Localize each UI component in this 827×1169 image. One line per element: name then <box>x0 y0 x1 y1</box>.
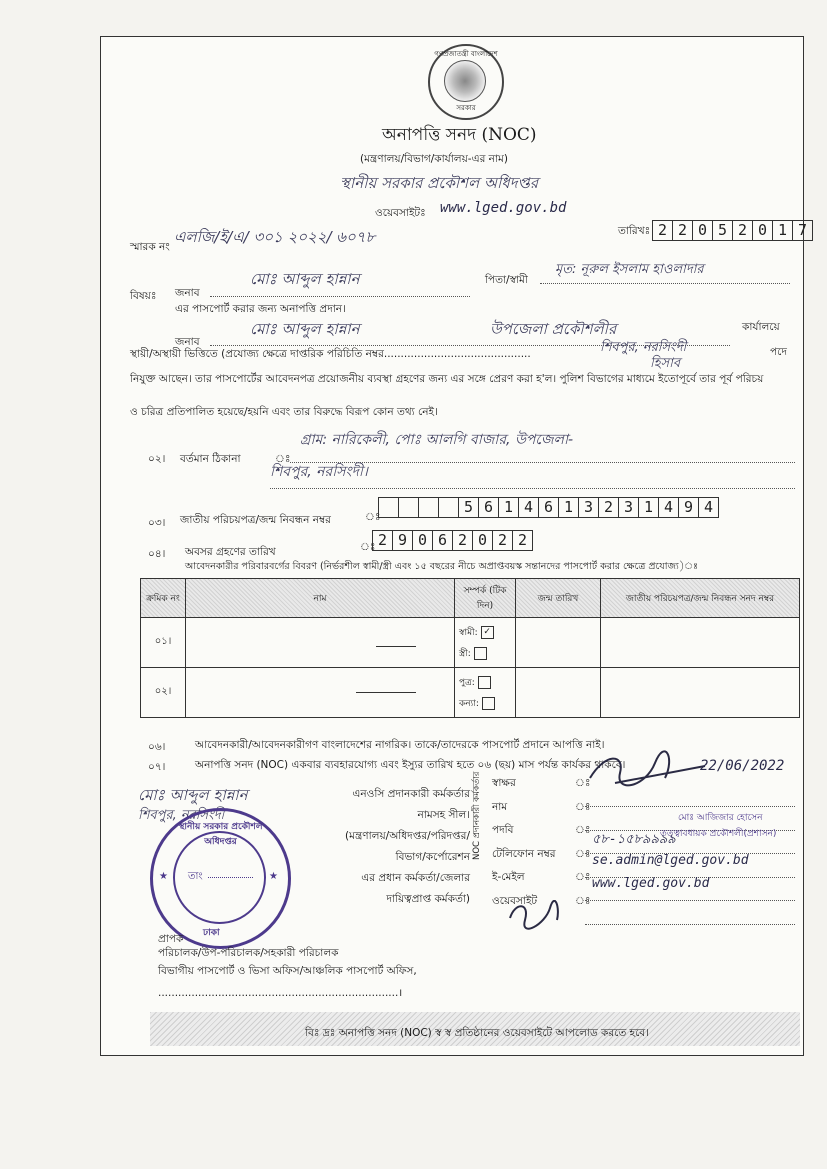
memo-value: এলজি/ই/এ/ ৩০১ ২০২২/ ৬০৭৮ <box>174 228 376 246</box>
nid-boxes <box>378 497 718 518</box>
officer-title-stamp: তত্ত্বাবধায়ক প্রকৌশলী(প্রশাসন) <box>660 829 777 839</box>
issuer-description <box>340 784 470 910</box>
subject-passport-line: এর পাসপোর্ট করার জন্য অনাপত্তি প্রদান। <box>175 303 346 315</box>
issuer-desc-line: (মন্ত্রণালয়/অধিদপ্তর/পরিদপ্তর/ <box>345 830 470 842</box>
issuer-desc-line: দায়িত্বপ্রাপ্ত কর্মকর্তা) <box>386 893 470 905</box>
row-name <box>186 618 455 668</box>
issuer-desc-line: নামসহ সীল। <box>417 809 470 821</box>
seal-outer-text: স্থানীয় সরকার প্রকৌশল অধিদপ্তর <box>178 822 263 847</box>
table-row <box>141 668 800 718</box>
govt-emblem <box>428 44 504 120</box>
nid-digit: 5 <box>458 497 479 518</box>
office-name: স্থানীয় সরকার প্রকৌশল অধিদপ্তর <box>340 174 539 192</box>
recipient-line2: পরিচালক/উপ-পরিচালক/সহকারী পরিচালক <box>158 947 339 959</box>
subject-janab: জনাব <box>175 287 200 299</box>
date-digit: 0 <box>752 220 773 241</box>
issuer-field-label: ই-মেইল <box>492 871 525 883</box>
family-table-header <box>141 579 800 618</box>
item-03-label: জাতীয় পরিচয়পত্র/জন্ম নিবন্ধন নম্বর <box>180 514 331 526</box>
item-04-label: অবসর গ্রহণের তারিখ <box>185 546 276 558</box>
nid-digit: 4 <box>698 497 719 518</box>
retirement-date-boxes <box>372 530 532 551</box>
body-extra: হিসাব <box>650 356 681 371</box>
initial-signature <box>505 900 565 930</box>
th-dob: জন্ম তারিখ <box>516 579 601 618</box>
table-row <box>141 618 800 668</box>
th-name: নাম <box>186 579 455 618</box>
date-digit: 5 <box>712 220 733 241</box>
subject-name: মোঃ আব্দুল হান্নান <box>250 270 360 288</box>
father-label: পিতা/স্বামী <box>485 274 528 286</box>
sign-date: 22/06/2022 <box>700 758 785 774</box>
website-label: ওয়েবসাইটঃ <box>375 207 426 219</box>
website-field-value: www.lged.gov.bd <box>592 876 710 891</box>
address-line-1: গ্রাম: নারিকেলী, পোঃ আলগি বাজার, উপজেলা- <box>300 432 574 448</box>
th-nid: জাতীয় পরিচয়পত্র/জন্ম নিবন্ধন সনদ নম্বর <box>601 579 800 618</box>
issuer-field-label: পদবি <box>492 824 514 836</box>
body-name: মোঃ আব্দুল হান্নান <box>250 320 360 338</box>
rel-checkbox[interactable] <box>474 647 487 660</box>
rel-checkbox[interactable] <box>482 697 495 710</box>
ret-digit: 2 <box>452 530 473 551</box>
address-line-2: শিবপুর, নরসিংদী। <box>270 464 368 480</box>
row-dob <box>516 618 601 668</box>
nid-digit: 1 <box>638 497 659 518</box>
document-subtitle: (মন্ত্রণালয়/বিভাগ/কার্যালয়-এর নাম) <box>360 153 508 165</box>
recipient-line4: ........................................................................। <box>158 987 403 999</box>
nid-digit: 6 <box>538 497 559 518</box>
note-07-num: ০৭। <box>148 761 166 773</box>
row-serial: ০২। <box>141 668 186 718</box>
rel-label: পুত্র: <box>459 677 475 688</box>
nid-digit: 1 <box>498 497 519 518</box>
footer-note: বিঃ দ্রঃ অনাপত্তি সনদ (NOC) স্ব স্ব প্রতিষ্ঠানের ওয়েবসাইটে আপলোড করতে হবে। <box>305 1027 649 1039</box>
item-05-label: আবেদনকারীর পরিবারবর্গের বিবরণ (নির্ভরশীল স্বামী/স্ত্রী এবং ১৫ বছরের নীচে অপ্রাপ্তবয়স্ক সন্তানদের পাসপোর্ট করার ক্ষেত্রে প্রযোজ্য)ঃ <box>185 561 699 572</box>
item-04-num: ০৪। <box>148 548 166 560</box>
item-02-label: বর্তমান ঠিকানা <box>180 453 241 465</box>
document-title: অনাপত্তি সনদ (NOC) <box>382 125 537 145</box>
office-label: কার্যালয়ে <box>742 321 780 333</box>
body-permanent-line: স্থায়ী/অস্থায়ী ভিত্তিতে (প্রযোজ্য ক্ষেত্রে দাপ্তরিক পরিচিতি নম্বর............................................ <box>130 348 531 360</box>
date-label: তারিখঃ <box>618 225 651 237</box>
officer-name-stamp: মোঃ আজিজার হোসেন <box>678 813 763 823</box>
nid-digit <box>398 497 419 518</box>
row-serial: ০১। <box>141 618 186 668</box>
recipient-line3: বিভাগীয় পাসপোর্ট ও ভিসা অফিস/আঞ্চলিক পাসপোর্ট অফিস, <box>158 965 417 977</box>
nid-digit: 6 <box>478 497 499 518</box>
memo-date-boxes <box>652 220 812 241</box>
body-office: শিবপুর, নরসিংদী <box>600 340 687 355</box>
nid-digit: 9 <box>678 497 699 518</box>
item-02-num: ০২। <box>148 453 166 465</box>
issuer-desc-line: এনওসি প্রদানকারী কর্মকর্তার <box>352 788 470 800</box>
date-digit: 0 <box>692 220 713 241</box>
rel-checkbox[interactable]: ✓ <box>481 626 494 639</box>
issuer-desc-line: বিভাগ/কর্পোরেশন <box>395 851 470 863</box>
post-label: পদে <box>770 346 787 358</box>
nid-digit <box>438 497 459 518</box>
family-table <box>140 578 800 718</box>
rel-checkbox[interactable] <box>478 676 491 689</box>
date-digit: 7 <box>792 220 813 241</box>
seal-bottom-text: ঢাকা <box>203 928 220 938</box>
office-seal: স্থানীয় সরকার প্রকৌশল অধিদপ্তর তাং ঢাকা ★ ★ <box>150 808 291 949</box>
issuer-field-labels <box>492 772 556 913</box>
row-relation <box>455 668 516 718</box>
nid-digit: 2 <box>598 497 619 518</box>
nid-digit <box>378 497 399 518</box>
vertical-label: NOC প্রদানকারী কর্মকর্তার <box>472 771 482 860</box>
th-serial: ক্রমিক নং <box>141 579 186 618</box>
seal-date-label: তাং <box>188 871 203 882</box>
emblem-top-text: গণপ্রজাতন্ত্রী বাংলাদেশ <box>434 50 498 58</box>
note-07-text: অনাপত্তি সনদ (NOC) একবার ব্যবহারযোগ্য এবং ইস্যুর তারিখ হতে ০৬ (ছয়) মাস পর্যন্ত কার্যকর থাকবে। <box>195 759 626 771</box>
nid-digit: 3 <box>578 497 599 518</box>
email-value: se.admin@lged.gov.bd <box>592 853 749 868</box>
ret-digit: 6 <box>432 530 453 551</box>
applicant-sign-line1: মোঃ আব্দুল হান্নান <box>138 786 248 804</box>
row-name <box>186 668 455 718</box>
th-relation: সম্পর্ক (টিক দিন) <box>455 579 516 618</box>
issuer-desc-line: এর প্রধান কর্মকর্তা/জেলার <box>361 872 470 884</box>
date-digit: 2 <box>732 220 753 241</box>
issuer-field-label: স্বাক্ষর <box>492 777 516 789</box>
recipient-line1: প্রাপক <box>158 933 184 945</box>
rel-label: স্ত্রী: <box>459 648 471 659</box>
row-relation <box>455 618 516 668</box>
row-dob <box>516 668 601 718</box>
ret-digit: 2 <box>372 530 393 551</box>
ret-digit: 2 <box>492 530 513 551</box>
emblem-image <box>444 60 486 102</box>
ret-digit: 0 <box>472 530 493 551</box>
body-janab: জনাব <box>175 336 200 348</box>
ret-digit: 2 <box>512 530 533 551</box>
nid-digit: 3 <box>618 497 639 518</box>
row-nid <box>601 618 800 668</box>
ret-digit: 0 <box>412 530 433 551</box>
note-06-num: ০৬। <box>148 741 166 753</box>
phone-value: ৫৮-১৫৮৯৯৯৯ <box>592 832 676 847</box>
memo-label: স্মারক নং <box>130 241 170 253</box>
row-nid <box>601 668 800 718</box>
emblem-bottom-text: সরকার <box>456 104 476 112</box>
date-digit: 2 <box>672 220 693 241</box>
date-digit: 1 <box>772 220 793 241</box>
subject-label: বিষয়ঃ <box>130 290 157 302</box>
father-value: মৃত: নূরুল ইসলাম হাওলাদার <box>555 262 704 277</box>
body-post: উপজেলা প্রকৌশলীর <box>490 320 617 338</box>
rel-label: কন্যা: <box>459 698 479 709</box>
issuer-field-label: টেলিফোন নম্বর <box>492 847 556 860</box>
rel-label: স্বামী: <box>459 627 478 638</box>
date-digit: 2 <box>652 220 673 241</box>
body-character-line: ও চরিত্র প্রতিপালিত হয়েছে/হয়নি এবং তার বিরুদ্ধে বিরূপ কোন তথ্য নেই। <box>130 406 438 418</box>
website-value: www.lged.gov.bd <box>440 200 567 216</box>
item-03-num: ০৩। <box>148 517 166 529</box>
nid-digit: 4 <box>518 497 539 518</box>
nid-digit <box>418 497 439 518</box>
nid-digit: 1 <box>558 497 579 518</box>
issuer-field-label: ওয়েবসাইট <box>492 894 538 907</box>
applicant-sign-line2: শিবপুর, নরসিংদী <box>138 808 225 823</box>
nid-digit: 4 <box>658 497 679 518</box>
issuer-field-label: নাম <box>492 800 508 813</box>
ret-digit: 9 <box>392 530 413 551</box>
note-06-text: আবেদনকারী/আবেদনকারীগণ বাংলাদেশের নাগরিক। তাকে/তাদেরকে পাসপোর্ট প্রদানে আপত্তি নাই। <box>195 739 605 751</box>
body-appointed-line: নিযুক্ত আছেন। তার পাসপোর্টের আবেদনপত্র প্রয়োজনীয় ব্যবস্থা গ্রহণের জন্য এর সঙ্গে প্রেরণ করা হ'ল। পুলিশ বিভাগের মাধ্যমে ইতোপূর্বে তার পূর্ব পরিচয় <box>130 373 764 385</box>
